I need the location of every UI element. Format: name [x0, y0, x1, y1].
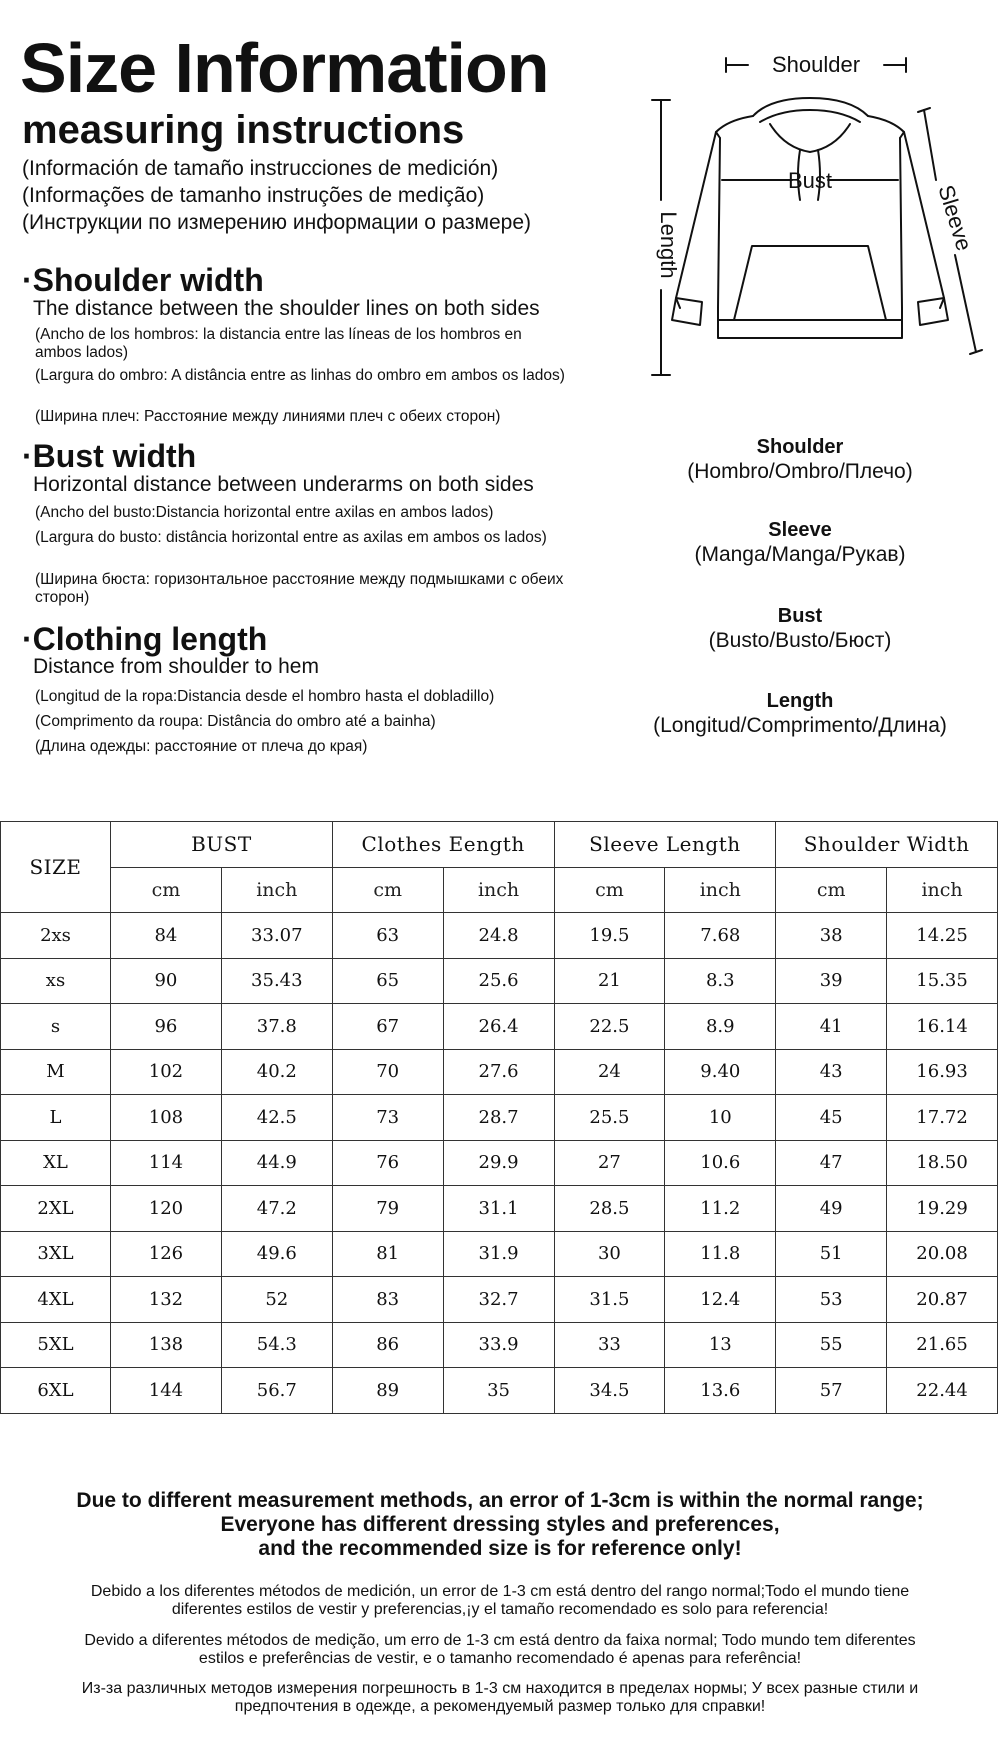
table-row [1, 1004, 998, 1050]
table-cell: 57 [776, 1368, 887, 1414]
table-cell: 40.2 [221, 1049, 332, 1095]
section-note-bust-es: (Ancho del busto:Distancia horizontal entre axilas en ambos lados) [35, 504, 494, 521]
disclaimer-line-3: and the recommended size is for reference only! [258, 1537, 742, 1560]
table-cell: 63 [332, 913, 443, 959]
table-cell: 33.07 [221, 913, 332, 959]
table-cell: 27.6 [443, 1049, 554, 1095]
table-cell: 31.5 [554, 1277, 665, 1323]
unit-header: cm [776, 867, 887, 913]
size-label-cell: s [1, 1004, 111, 1050]
unit-header: inch [887, 867, 998, 913]
table-cell: 25.6 [443, 958, 554, 1004]
table-cell: 120 [111, 1186, 222, 1232]
table-cell: 52 [221, 1277, 332, 1323]
table-cell: 17.72 [887, 1095, 998, 1141]
size-label-cell: XL [1, 1140, 111, 1186]
table-cell: 11.2 [665, 1186, 776, 1232]
table-cell: 31.9 [443, 1231, 554, 1277]
hoodie-diagram [610, 40, 1000, 390]
table-cell: 8.9 [665, 1004, 776, 1050]
table-cell: 21 [554, 958, 665, 1004]
section-heading-shoulder: ·Shoulder width [22, 262, 264, 298]
table-cell: 19.5 [554, 913, 665, 959]
table-cell: 7.68 [665, 913, 776, 959]
table-cell: 28.7 [443, 1095, 554, 1141]
table-cell: 47.2 [221, 1186, 332, 1232]
table-cell: 32.7 [443, 1277, 554, 1323]
table-cell: 56.7 [221, 1368, 332, 1414]
legend-translation-shoulder: (Hombro/Ombro/Плечо) [687, 460, 913, 483]
section-desc-bust: Horizontal distance between underarms on both sides [33, 473, 534, 496]
table-cell: 83 [332, 1277, 443, 1323]
size-column-header: SIZE [1, 822, 111, 913]
table-cell: 13.6 [665, 1368, 776, 1414]
size-label-cell: 2xs [1, 913, 111, 959]
legend-term-shoulder: Shoulder [756, 436, 844, 458]
table-cell: 33 [554, 1322, 665, 1368]
disclaimer-ru: Из-за различных методов измерения погрешность в 1-3 см находится в пределах нормы; У всех разные стили и предпочтения в одежде, а рекомендуемый размер только для справки! [81, 1680, 919, 1715]
unit-header: cm [332, 867, 443, 913]
table-cell: 55 [776, 1322, 887, 1368]
table-cell: 29.9 [443, 1140, 554, 1186]
table-row [1, 1231, 998, 1277]
legend-term-sleeve: Sleeve [768, 519, 832, 541]
table-cell: 45 [776, 1095, 887, 1141]
group-header-bust: BUST [111, 822, 333, 868]
table-cell: 108 [111, 1095, 222, 1141]
diagram-label-bust: Bust [787, 168, 833, 193]
section-note-shoulder-pt: (Largura do ombro: A distância entre as linhas do ombro em ambos os lados) [35, 367, 565, 384]
table-cell: 34.5 [554, 1368, 665, 1414]
table-row [1, 913, 998, 959]
table-cell: 26.4 [443, 1004, 554, 1050]
table-row [1, 958, 998, 1004]
size-table [0, 821, 998, 1414]
table-cell: 47 [776, 1140, 887, 1186]
section-note-length-pt: (Comprimento da roupa: Distância do ombro até a bainha) [35, 713, 436, 730]
table-cell: 86 [332, 1322, 443, 1368]
table-cell: 70 [332, 1049, 443, 1095]
table-cell: 37.8 [221, 1004, 332, 1050]
legend-term-bust: Bust [777, 605, 823, 627]
group-header-shoulder-width: Shoulder Width [776, 822, 998, 868]
table-cell: 38 [776, 913, 887, 959]
table-cell: 31.1 [443, 1186, 554, 1232]
diagram-label-length: Length [656, 211, 681, 279]
legend-term-length: Length [766, 690, 834, 712]
table-cell: 13 [665, 1322, 776, 1368]
disclaimer-es: Debido a los diferentes métodos de medición, un error de 1-3 cm está dentro del rango normal;Todo el mundo tiene diferentes estilos de vestir y preferencias,¡y el tamaño recomendado es solo para referencia! [90, 1583, 910, 1618]
legend-translation-length: (Longitud/Comprimento/Длина) [653, 714, 947, 737]
table-row [1, 1186, 998, 1232]
table-cell: 53 [776, 1277, 887, 1323]
table-cell: 96 [111, 1004, 222, 1050]
table-cell: 84 [111, 913, 222, 959]
section-note-bust-pt: (Largura do busto: distância horizontal entre as axilas em ambos os lados) [35, 529, 547, 546]
table-cell: 42.5 [221, 1095, 332, 1141]
legend-translation-sleeve: (Manga/Manga/Рукав) [694, 543, 906, 566]
table-cell: 33.9 [443, 1322, 554, 1368]
table-cell: 12.4 [665, 1277, 776, 1323]
section-heading-length: ·Clothing length [22, 621, 268, 657]
table-cell: 15.35 [887, 958, 998, 1004]
size-label-cell: 5XL [1, 1322, 111, 1368]
table-cell: 39 [776, 958, 887, 1004]
section-note-shoulder-es: (Ancho de los hombros: la distancia entre las líneas de los hombros en ambos lados) [35, 326, 522, 361]
diagram-label-sleeve: Sleeve [933, 181, 977, 254]
table-row [1, 1322, 998, 1368]
table-cell: 35.43 [221, 958, 332, 1004]
table-cell: 21.65 [887, 1322, 998, 1368]
table-cell: 132 [111, 1277, 222, 1323]
table-row [1, 1368, 998, 1414]
table-cell: 30 [554, 1231, 665, 1277]
section-note-length-ru: (Длина одежды: расстояние от плеча до края) [35, 738, 368, 755]
table-cell: 9.40 [665, 1049, 776, 1095]
disclaimer-pt: Devido a diferentes métodos de medição, um erro de 1-3 cm está dentro da faixa normal; Todo mundo tem diferentes estilos e preferências de vestir, e o tamanho recomendado é apenas para referência! [84, 1632, 916, 1667]
table-cell: 24 [554, 1049, 665, 1095]
table-cell: 35 [443, 1368, 554, 1414]
table-cell: 126 [111, 1231, 222, 1277]
table-cell: 81 [332, 1231, 443, 1277]
table-cell: 89 [332, 1368, 443, 1414]
table-cell: 44.9 [221, 1140, 332, 1186]
table-cell: 41 [776, 1004, 887, 1050]
table-cell: 28.5 [554, 1186, 665, 1232]
table-cell: 114 [111, 1140, 222, 1186]
subtitle-translation-ru: (Инструкции по измерению информации о размере) [22, 211, 532, 234]
section-desc-shoulder: The distance between the shoulder lines on both sides [33, 297, 540, 320]
table-cell: 11.8 [665, 1231, 776, 1277]
table-cell: 24.8 [443, 913, 554, 959]
disclaimer-line-1: Due to different measurement methods, an error of 1-3cm is within the normal range; [76, 1489, 924, 1512]
table-cell: 10.6 [665, 1140, 776, 1186]
subtitle-translation-es: (Información de tamaño instrucciones de medición) [22, 157, 499, 180]
table-cell: 51 [776, 1231, 887, 1277]
table-cell: 10 [665, 1095, 776, 1141]
size-label-cell: 2XL [1, 1186, 111, 1232]
section-note-bust-ru: (Ширина бюста: горизонтальное расстояние между подмышками с обеих сторон) [35, 571, 564, 606]
size-label-cell: 3XL [1, 1231, 111, 1277]
table-cell: 18.50 [887, 1140, 998, 1186]
unit-header: cm [554, 867, 665, 913]
table-cell: 16.93 [887, 1049, 998, 1095]
section-heading-bust: ·Bust width [22, 438, 197, 474]
group-header-clothes-length: Clothes Eength [332, 822, 554, 868]
size-label-cell: xs [1, 958, 111, 1004]
size-label-cell: 4XL [1, 1277, 111, 1323]
disclaimer-line-2: Everyone has different dressing styles and preferences, [220, 1513, 780, 1536]
table-row [1, 1140, 998, 1186]
size-label-cell: M [1, 1049, 111, 1095]
table-cell: 76 [332, 1140, 443, 1186]
group-header-sleeve-length: Sleeve Length [554, 822, 776, 868]
unit-header: cm [111, 867, 222, 913]
table-cell: 8.3 [665, 958, 776, 1004]
page-subtitle: measuring instructions [22, 108, 465, 152]
table-cell: 90 [111, 958, 222, 1004]
table-cell: 14.25 [887, 913, 998, 959]
table-cell: 16.14 [887, 1004, 998, 1050]
size-label-cell: 6XL [1, 1368, 111, 1414]
table-cell: 49.6 [221, 1231, 332, 1277]
table-cell: 54.3 [221, 1322, 332, 1368]
unit-header: inch [221, 867, 332, 913]
table-cell: 22.44 [887, 1368, 998, 1414]
table-row [1, 1049, 998, 1095]
table-cell: 20.87 [887, 1277, 998, 1323]
table-row [1, 1095, 998, 1141]
table-cell: 25.5 [554, 1095, 665, 1141]
table-cell: 138 [111, 1322, 222, 1368]
section-desc-length: Distance from shoulder to hem [33, 655, 319, 678]
table-cell: 20.08 [887, 1231, 998, 1277]
unit-header: inch [443, 867, 554, 913]
table-cell: 27 [554, 1140, 665, 1186]
table-cell: 144 [111, 1368, 222, 1414]
size-label-cell: L [1, 1095, 111, 1141]
section-note-length-es: (Longitud de la ropa:Distancia desde el hombro hasta el dobladillo) [35, 688, 495, 705]
legend-translation-bust: (Busto/Busto/Бюст) [708, 629, 892, 652]
table-cell: 65 [332, 958, 443, 1004]
table-row [1, 1277, 998, 1323]
table-cell: 43 [776, 1049, 887, 1095]
diagram-label-shoulder: Shoulder [771, 52, 861, 77]
table-cell: 19.29 [887, 1186, 998, 1232]
table-cell: 67 [332, 1004, 443, 1050]
table-cell: 22.5 [554, 1004, 665, 1050]
page-title: Size Information [20, 29, 549, 107]
table-cell: 102 [111, 1049, 222, 1095]
section-note-shoulder-ru: (Ширина плеч: Расстояние между линиями плеч с обеих сторон) [35, 408, 501, 425]
table-cell: 79 [332, 1186, 443, 1232]
table-cell: 49 [776, 1186, 887, 1232]
table-cell: 73 [332, 1095, 443, 1141]
subtitle-translation-pt: (Informações de tamanho instruções de medição) [22, 184, 485, 207]
unit-header: inch [665, 867, 776, 913]
